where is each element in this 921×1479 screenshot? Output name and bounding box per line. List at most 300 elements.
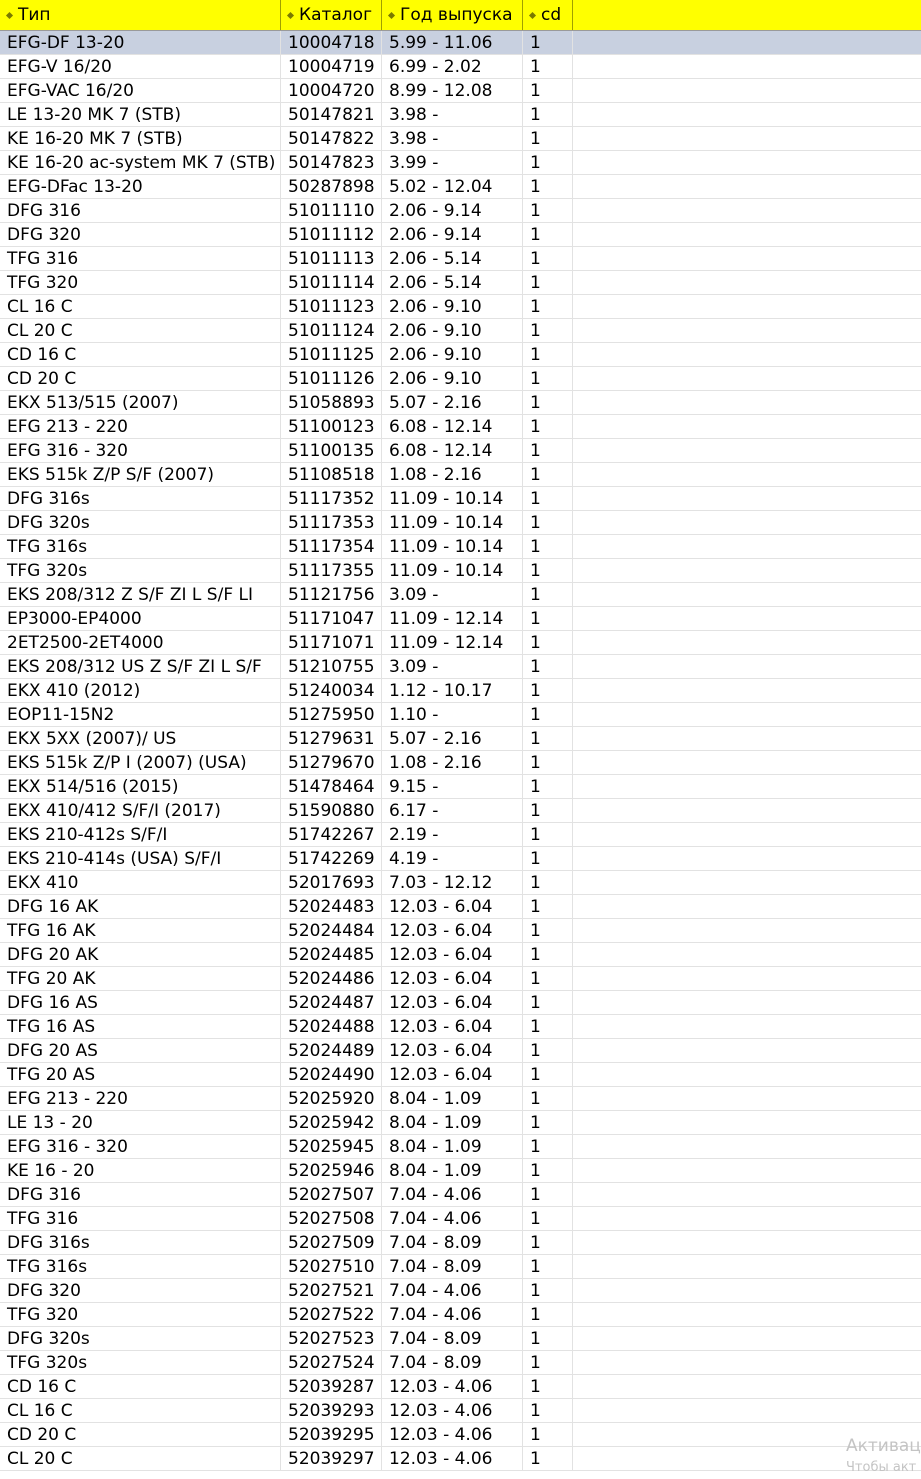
cell-year: 2.06 - 9.14 [382,223,523,246]
cell-filler [573,1039,921,1062]
cell-cd: 1 [523,343,573,366]
table-row[interactable] [0,247,921,271]
cell-type: CD 16 C [0,1375,281,1398]
cell-cd: 1 [523,1327,573,1350]
table-row[interactable] [0,895,921,919]
cell-type: TFG 20 AK [0,967,281,990]
cell-type: EKS 210-412s S/F/I [0,823,281,846]
cell-filler [573,1399,921,1422]
table-row[interactable] [0,1183,921,1207]
cell-year: 11.09 - 10.14 [382,487,523,510]
cell-filler [573,175,921,198]
table-row[interactable] [0,967,921,991]
cell-catalog: 51171047 [281,607,382,630]
cell-type: EKX 5XX (2007)/ US [0,727,281,750]
cell-catalog: 51478464 [281,775,382,798]
cell-filler [573,295,921,318]
cell-catalog: 51121756 [281,583,382,606]
cell-year: 6.08 - 12.14 [382,415,523,438]
cell-type: EFG-V 16/20 [0,55,281,78]
table-row[interactable] [0,1159,921,1183]
cell-year: 5.07 - 2.16 [382,727,523,750]
cell-year: 2.06 - 9.10 [382,295,523,318]
cell-type: EKS 208/312 Z S/F ZI L S/F LI [0,583,281,606]
table-row[interactable] [0,727,921,751]
cell-type: CL 20 C [0,1447,281,1470]
cell-cd: 1 [523,79,573,102]
cell-catalog: 51100135 [281,439,382,462]
table-row[interactable] [0,583,921,607]
cell-catalog: 51275950 [281,703,382,726]
cell-year: 2.19 - [382,823,523,846]
cell-cd: 1 [523,415,573,438]
cell-cd: 1 [523,919,573,942]
cell-cd: 1 [523,727,573,750]
cell-cd: 1 [523,1111,573,1134]
cell-catalog: 51117354 [281,535,382,558]
table-row[interactable] [0,943,921,967]
cell-cd: 1 [523,1423,573,1446]
cell-year: 12.03 - 4.06 [382,1375,523,1398]
cell-type: CL 16 C [0,1399,281,1422]
cell-catalog: 52039293 [281,1399,382,1422]
table-row[interactable] [0,223,921,247]
cell-catalog: 52025942 [281,1111,382,1134]
cell-type: DFG 320s [0,1327,281,1350]
cell-type: TFG 316s [0,1255,281,1278]
cell-filler [573,343,921,366]
cell-cd: 1 [523,175,573,198]
table-row[interactable] [0,1279,921,1303]
table-row[interactable] [0,343,921,367]
table-row[interactable] [0,775,921,799]
cell-year: 6.17 - [382,799,523,822]
cell-catalog: 51117353 [281,511,382,534]
cell-year: 12.03 - 6.04 [382,943,523,966]
cell-filler [573,1063,921,1086]
cell-type: EFG-VAC 16/20 [0,79,281,102]
cell-cd: 1 [523,1063,573,1086]
cell-type: LE 13-20 MK 7 (STB) [0,103,281,126]
cell-type: EFG 316 - 320 [0,1135,281,1158]
cell-cd: 1 [523,103,573,126]
cell-filler [573,871,921,894]
cell-filler [573,559,921,582]
cell-filler [573,799,921,822]
cell-cd: 1 [523,967,573,990]
cell-filler [573,439,921,462]
table-row[interactable] [0,655,921,679]
cell-catalog: 51171071 [281,631,382,654]
cell-catalog: 52024484 [281,919,382,942]
cell-cd: 1 [523,775,573,798]
cell-year: 2.06 - 9.14 [382,199,523,222]
cell-filler [573,991,921,1014]
cell-year: 7.04 - 8.09 [382,1327,523,1350]
grid-body [0,31,921,1471]
cell-catalog: 52024485 [281,943,382,966]
table-row[interactable] [0,1015,921,1039]
cell-cd: 1 [523,487,573,510]
cell-cd: 1 [523,1159,573,1182]
cell-catalog: 52027508 [281,1207,382,1230]
cell-filler [573,1375,921,1398]
cell-filler [573,223,921,246]
cell-catalog: 52024487 [281,991,382,1014]
cell-filler [573,703,921,726]
cell-filler [573,631,921,654]
table-row[interactable] [0,1399,921,1423]
cell-cd: 1 [523,1303,573,1326]
cell-year: 12.03 - 6.04 [382,1063,523,1086]
table-row[interactable] [0,295,921,319]
cell-type: TFG 320s [0,559,281,582]
cell-filler [573,391,921,414]
table-row[interactable] [0,463,921,487]
table-row[interactable] [0,79,921,103]
cell-year: 12.03 - 4.06 [382,1399,523,1422]
cell-year: 2.06 - 9.10 [382,343,523,366]
cell-type: EKX 410/412 S/F/I (2017) [0,799,281,822]
cell-year: 2.06 - 9.10 [382,319,523,342]
cell-type: DFG 316s [0,487,281,510]
cell-cd: 1 [523,1207,573,1230]
cell-filler [573,151,921,174]
cell-type: EKS 515k Z/P I (2007) (USA) [0,751,281,774]
cell-type: EKS 515k Z/P S/F (2007) [0,463,281,486]
cell-catalog: 51742267 [281,823,382,846]
cell-year: 8.99 - 12.08 [382,79,523,102]
cell-cd: 1 [523,247,573,270]
cell-year: 4.19 - [382,847,523,870]
cell-filler [573,535,921,558]
cell-type: KE 16-20 ac-system MK 7 (STB) [0,151,281,174]
cell-catalog: 52025945 [281,1135,382,1158]
table-row[interactable] [0,1351,921,1375]
cell-type: DFG 320 [0,223,281,246]
table-row[interactable] [0,487,921,511]
cell-year: 8.04 - 1.09 [382,1111,523,1134]
activation-watermark-text: Чтобы акт [846,1460,917,1475]
cell-catalog: 51011123 [281,295,382,318]
table-row[interactable] [0,1327,921,1351]
cell-filler [573,943,921,966]
cell-type: DFG 20 AS [0,1039,281,1062]
cell-cd: 1 [523,655,573,678]
cell-filler [573,319,921,342]
table-row[interactable] [0,271,921,295]
cell-catalog: 52027522 [281,1303,382,1326]
cell-cd: 1 [523,151,573,174]
column-header-filler [573,0,921,30]
cell-cd: 1 [523,391,573,414]
column-header-type[interactable] [0,0,281,30]
column-header-cd[interactable] [523,0,573,30]
cell-cd: 1 [523,895,573,918]
cell-catalog: 50147821 [281,103,382,126]
cell-catalog: 52027507 [281,1183,382,1206]
cell-cd: 1 [523,463,573,486]
cell-catalog: 51108518 [281,463,382,486]
cell-filler [573,55,921,78]
table-row[interactable] [0,511,921,535]
cell-type: TFG 16 AK [0,919,281,942]
table-row[interactable] [0,1207,921,1231]
cell-cd: 1 [523,1375,573,1398]
cell-year: 7.04 - 4.06 [382,1207,523,1230]
cell-year: 7.04 - 8.09 [382,1351,523,1374]
table-row[interactable] [0,367,921,391]
cell-catalog: 52027523 [281,1327,382,1350]
cell-cd: 1 [523,823,573,846]
table-row[interactable] [0,55,921,79]
cell-catalog: 51011125 [281,343,382,366]
cell-filler [573,1183,921,1206]
table-row[interactable] [0,175,921,199]
cell-type: CL 20 C [0,319,281,342]
cell-type: EFG 213 - 220 [0,415,281,438]
cell-year: 12.03 - 6.04 [382,967,523,990]
table-row[interactable] [0,1231,921,1255]
cell-filler [573,367,921,390]
table-row[interactable] [0,535,921,559]
cell-year: 3.09 - [382,583,523,606]
table-row[interactable] [0,31,921,55]
cell-type: DFG 20 AK [0,943,281,966]
cell-filler [573,247,921,270]
cell-year: 12.03 - 4.06 [382,1447,523,1470]
table-row[interactable] [0,127,921,151]
table-row[interactable] [0,391,921,415]
table-row[interactable] [0,199,921,223]
cell-year: 7.04 - 8.09 [382,1255,523,1278]
cell-cd: 1 [523,199,573,222]
cell-catalog: 51117352 [281,487,382,510]
cell-type: TFG 320 [0,271,281,294]
column-header-label: Каталог [299,5,373,25]
cell-year: 8.04 - 1.09 [382,1087,523,1110]
cell-year: 1.12 - 10.17 [382,679,523,702]
cell-catalog: 52027521 [281,1279,382,1302]
cell-cd: 1 [523,1447,573,1470]
cell-catalog: 10004720 [281,79,382,102]
cell-filler [573,775,921,798]
cell-catalog: 52027524 [281,1351,382,1374]
cell-catalog: 10004719 [281,55,382,78]
cell-type: CL 16 C [0,295,281,318]
cell-filler [573,1231,921,1254]
table-row[interactable] [0,319,921,343]
sort-indicator-icon [529,11,536,18]
cell-cd: 1 [523,319,573,342]
cell-cd: 1 [523,847,573,870]
cell-catalog: 51011124 [281,319,382,342]
table-row[interactable] [0,1423,921,1447]
cell-filler [573,1351,921,1374]
cell-type: EKS 208/312 US Z S/F ZI L S/F [0,655,281,678]
table-row[interactable] [0,871,921,895]
cell-type: DFG 316s [0,1231,281,1254]
sort-indicator-icon [6,11,13,18]
table-row[interactable] [0,559,921,583]
table-row[interactable] [0,103,921,127]
cell-filler [573,607,921,630]
cell-catalog: 52027509 [281,1231,382,1254]
cell-cd: 1 [523,583,573,606]
cell-type: EKS 210-414s (USA) S/F/I [0,847,281,870]
table-row[interactable] [0,847,921,871]
table-row[interactable] [0,415,921,439]
table-row[interactable] [0,1087,921,1111]
table-row[interactable] [0,439,921,463]
cell-year: 5.07 - 2.16 [382,391,523,414]
cell-year: 12.03 - 6.04 [382,991,523,1014]
cell-catalog: 51100123 [281,415,382,438]
table-row[interactable] [0,1303,921,1327]
cell-year: 1.08 - 2.16 [382,751,523,774]
cell-filler [573,847,921,870]
cell-catalog: 52017693 [281,871,382,894]
cell-filler [573,655,921,678]
column-header-label: Тип [18,5,51,25]
cell-year: 12.03 - 4.06 [382,1423,523,1446]
cell-year: 5.02 - 12.04 [382,175,523,198]
cell-year: 2.06 - 5.14 [382,247,523,270]
table-row[interactable] [0,799,921,823]
cell-year: 5.99 - 11.06 [382,31,523,54]
cell-year: 12.03 - 6.04 [382,919,523,942]
cell-type: DFG 16 AK [0,895,281,918]
cell-year: 1.10 - [382,703,523,726]
cell-type: TFG 316s [0,535,281,558]
cell-filler [573,271,921,294]
column-header-year[interactable] [382,0,523,30]
cell-year: 2.06 - 5.14 [382,271,523,294]
cell-catalog: 52024489 [281,1039,382,1062]
sort-indicator-icon [388,11,395,18]
cell-type: TFG 316 [0,247,281,270]
cell-filler [573,31,921,54]
cell-filler [573,823,921,846]
table-row[interactable] [0,703,921,727]
table-row[interactable] [0,1111,921,1135]
table-row[interactable] [0,1039,921,1063]
table-row[interactable] [0,631,921,655]
table-row[interactable] [0,679,921,703]
cell-filler [573,463,921,486]
column-header-label: cd [541,5,562,25]
table-row[interactable] [0,919,921,943]
cell-filler [573,511,921,534]
cell-cd: 1 [523,31,573,54]
table-row[interactable] [0,1063,921,1087]
cell-type: DFG 320s [0,511,281,534]
cell-type: EKX 514/516 (2015) [0,775,281,798]
cell-year: 7.04 - 8.09 [382,1231,523,1254]
table-row[interactable] [0,823,921,847]
cell-type: CD 20 C [0,367,281,390]
cell-cd: 1 [523,271,573,294]
cell-year: 3.99 - [382,151,523,174]
cell-type: EFG 316 - 320 [0,439,281,462]
cell-year: 1.08 - 2.16 [382,463,523,486]
column-header-catalog[interactable] [281,0,382,30]
table-row[interactable] [0,991,921,1015]
cell-catalog: 51210755 [281,655,382,678]
table-row[interactable] [0,1135,921,1159]
cell-catalog: 51279631 [281,727,382,750]
cell-cd: 1 [523,439,573,462]
cell-year: 11.09 - 12.14 [382,607,523,630]
cell-filler [573,1087,921,1110]
cell-type: TFG 320 [0,1303,281,1326]
cell-cd: 1 [523,799,573,822]
cell-catalog: 52025946 [281,1159,382,1182]
cell-type: EOP11-15N2 [0,703,281,726]
cell-type: KE 16-20 MK 7 (STB) [0,127,281,150]
cell-year: 3.98 - [382,127,523,150]
cell-filler [573,727,921,750]
cell-type: DFG 316 [0,1183,281,1206]
cell-catalog: 52027510 [281,1255,382,1278]
cell-cd: 1 [523,1231,573,1254]
cell-type: KE 16 - 20 [0,1159,281,1182]
cell-year: 7.04 - 4.06 [382,1279,523,1302]
cell-catalog: 51590880 [281,799,382,822]
cell-catalog: 52039297 [281,1447,382,1470]
cell-type: CD 20 C [0,1423,281,1446]
cell-filler [573,127,921,150]
cell-catalog: 52039295 [281,1423,382,1446]
cell-catalog: 52039287 [281,1375,382,1398]
cell-filler [573,751,921,774]
table-row[interactable] [0,151,921,175]
cell-year: 11.09 - 12.14 [382,631,523,654]
cell-filler [573,1327,921,1350]
cell-cd: 1 [523,703,573,726]
cell-cd: 1 [523,751,573,774]
table-row[interactable] [0,1375,921,1399]
cell-catalog: 10004718 [281,31,382,54]
cell-filler [573,103,921,126]
cell-type: TFG 316 [0,1207,281,1230]
cell-cd: 1 [523,631,573,654]
cell-year: 7.03 - 12.12 [382,871,523,894]
cell-cd: 1 [523,55,573,78]
table-row[interactable] [0,1447,921,1471]
cell-catalog: 52024490 [281,1063,382,1086]
cell-catalog: 51011113 [281,247,382,270]
cell-filler [573,895,921,918]
table-row[interactable] [0,751,921,775]
cell-year: 7.04 - 4.06 [382,1303,523,1326]
cell-filler [573,1303,921,1326]
activation-watermark-title: Активац [846,1436,921,1456]
cell-filler [573,1015,921,1038]
cell-cd: 1 [523,535,573,558]
cell-catalog: 51011110 [281,199,382,222]
cell-year: 6.08 - 12.14 [382,439,523,462]
table-row[interactable] [0,1255,921,1279]
cell-catalog: 51058893 [281,391,382,414]
cell-cd: 1 [523,607,573,630]
cell-filler [573,1135,921,1158]
cell-cd: 1 [523,871,573,894]
cell-type: 2ET2500-2ET4000 [0,631,281,654]
table-row[interactable] [0,607,921,631]
cell-catalog: 51011114 [281,271,382,294]
cell-catalog: 51742269 [281,847,382,870]
